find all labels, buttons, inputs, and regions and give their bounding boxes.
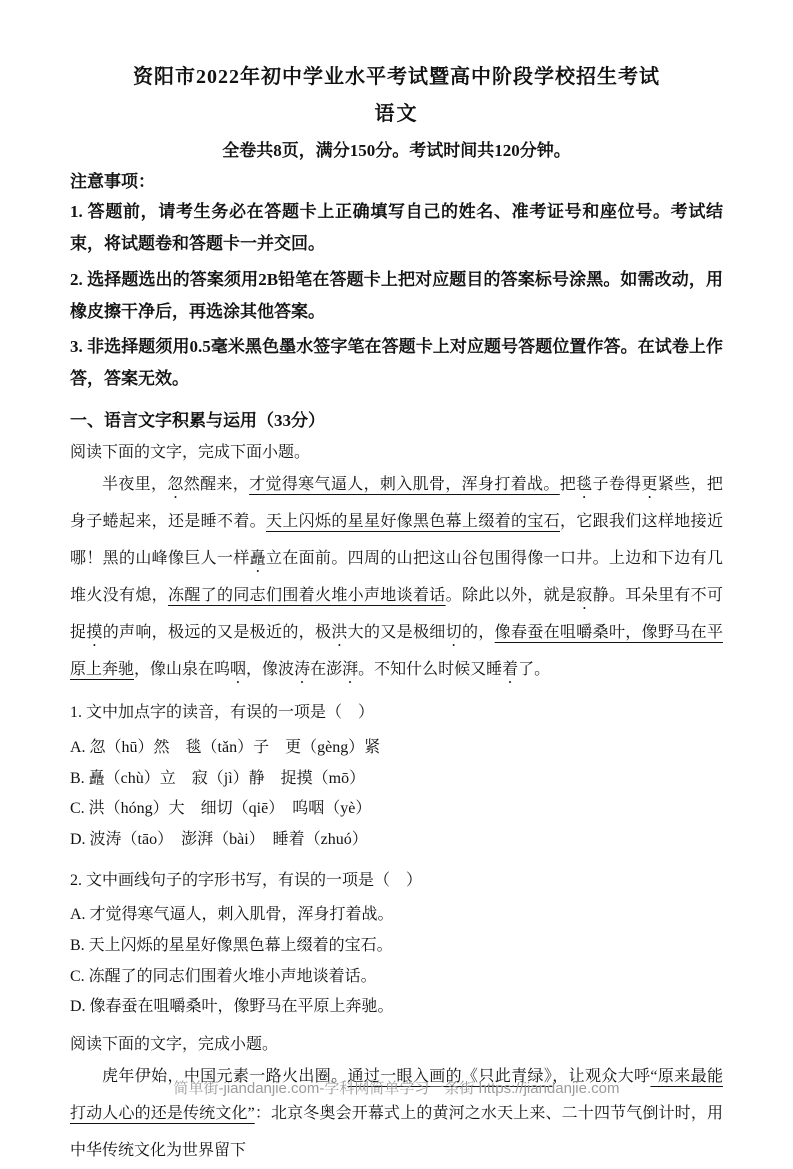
dotted-char: 摸	[86, 624, 103, 642]
passage-segment: ：北京冬奥会开幕式上的黄河之水天上来、二十四节气倒计时，用中华传统文化为世界留下	[70, 1105, 723, 1160]
exam-info: 全卷共8页，满分150分。考试时间共120分钟。	[222, 141, 571, 160]
notice-item-1: 1. 答题前，请考生务必在答题卡上正确填写自己的姓名、准考证号和座位号。考试结束，将试题卷和答题卡一并交回。	[70, 202, 723, 254]
passage-segment: 子卷得	[592, 475, 642, 493]
question-2-option-d: D. 像春蚕在咀嚼桑叶，像野马在平原上奔驰。	[70, 998, 394, 1016]
passage-segment: 然醒来，	[183, 475, 250, 493]
reading2-passage	[70, 1058, 723, 1169]
page-title: 资阳市2022年初中学业水平考试暨高中阶段学校招生考试	[133, 66, 660, 88]
question-1-stem: 1. 文中加点字的读音，有误的一项是（ ）	[70, 704, 375, 722]
dotted-char: 寂	[576, 587, 593, 605]
notice-item-2: 2. 选择题选出的答案须用2B铅笔在答题卡上把对应题目的答案标号涂黑。如需改动，用橡皮擦干净后，再选涂其他答案。	[70, 269, 723, 321]
reading2-intro: 阅读下面的文字，完成小题。	[70, 1035, 279, 1053]
question-1-option-c: C. 洪（hóng）大 细切（qiē） 呜咽（yè）	[70, 800, 372, 818]
passage-segment: ，像波	[246, 661, 295, 679]
passage-segment: ，它跟我们这样地接近哪！黑的山峰像巨人一样	[70, 512, 723, 567]
dotted-char: 毯	[576, 475, 593, 493]
question-1-option-b: B. 矗（chù）立 寂（jì）静 捉摸（mō）	[70, 769, 366, 787]
dotted-char: 咽	[230, 661, 247, 679]
reading1-intro: 阅读下面的文字，完成下面小题。	[70, 443, 311, 461]
passage-segment: 大的又是极细	[347, 624, 446, 642]
question-1	[70, 698, 723, 855]
passage-segment: 。不知什么时候又睡	[358, 661, 503, 679]
underlined-segment: 才觉得寒气逼人，刺入肌骨，浑身打着战。	[249, 475, 560, 493]
question-2-stem: 2. 文中画线句子的字形书写，有误的一项是（ ）	[70, 871, 423, 889]
question-1-option-d: D. 波涛（tāo） 澎湃（bài） 睡着（zhuó）	[70, 830, 368, 848]
question-2-option-a: A. 才觉得寒气逼人，刺入肌骨，浑身打着战。	[70, 906, 394, 924]
underlined-segment: 通过一眼入画的《只此青绿》	[347, 1067, 553, 1085]
dotted-char: 忽	[167, 475, 184, 493]
passage-segment: 。除此以外，就是	[445, 587, 577, 605]
dotted-char: 涛	[294, 661, 311, 679]
dotted-char: 更	[641, 475, 658, 493]
passage-segment: ，像山泉在呜	[134, 661, 231, 679]
passage-segment: 了。	[518, 661, 551, 679]
passage-segment: 静。耳朵里有不可捉	[70, 587, 723, 642]
dotted-char: 矗	[249, 550, 266, 567]
subject-title: 语文	[374, 103, 419, 125]
passage-segment: 虎年伊始，中国元素一路火出圈。	[102, 1067, 348, 1085]
dotted-char: 切	[445, 624, 462, 642]
question-2-option-b: B. 天上闪烁的星星好像黑色幕上缀着的宝石。	[70, 936, 393, 954]
passage-segment: 半夜里，	[102, 475, 168, 493]
passage-segment: 在澎	[310, 661, 343, 679]
dotted-char: 洪	[331, 624, 348, 642]
passage-segment: 的，	[461, 624, 495, 642]
passage-segment: 把	[559, 475, 577, 493]
underlined-segment: 天上闪烁的星星好像黑色幕上缀着的宝石	[266, 512, 560, 530]
section-heading: 一、语言文字积累与运用（33分）	[70, 410, 325, 430]
dotted-char: 湃	[342, 661, 359, 679]
underlined-segment: 冻醒了的同志们围着火堆小声地谈着话	[168, 587, 446, 605]
notice-heading: 注意事项：	[70, 172, 155, 191]
footer-text: 简单街-jiandanjie.com-学科网简单学习一条街 https://jiandanjie.com	[173, 1080, 620, 1097]
underlined-segment: “原来最能打动人心的还是传统文化”	[70, 1067, 723, 1123]
passage-segment: ，让观众大呼	[552, 1067, 651, 1085]
passage-segment: 立在面前。四周的山把这山谷包围得像一口井。上边和下边有几堆火没有熄，	[70, 550, 723, 605]
passage-segment: 的声响，极远的又是极近的，极	[102, 624, 332, 642]
question-2	[70, 866, 723, 1023]
question-1-option-a: A. 忽（hū）然 毯（tǎn）子 更（gèng）紧	[70, 738, 381, 756]
reading1-passage	[70, 466, 723, 689]
notice-item-3: 3. 非选择题须用0.5毫米黑色墨水签字笔在答题卡上对应题号答题位置作答。在试卷上作答，答案无效。	[70, 337, 723, 389]
question-2-option-c: C. 冻醒了的同志们围着火堆小声地谈着话。	[70, 967, 377, 985]
underlined-segment: 像春蚕在咀嚼桑叶，像野马在平原上奔驰	[70, 624, 723, 679]
passage-segment: 紧些，把身子蜷起来，还是睡不着。	[70, 475, 723, 530]
dotted-char: 着	[502, 661, 519, 679]
